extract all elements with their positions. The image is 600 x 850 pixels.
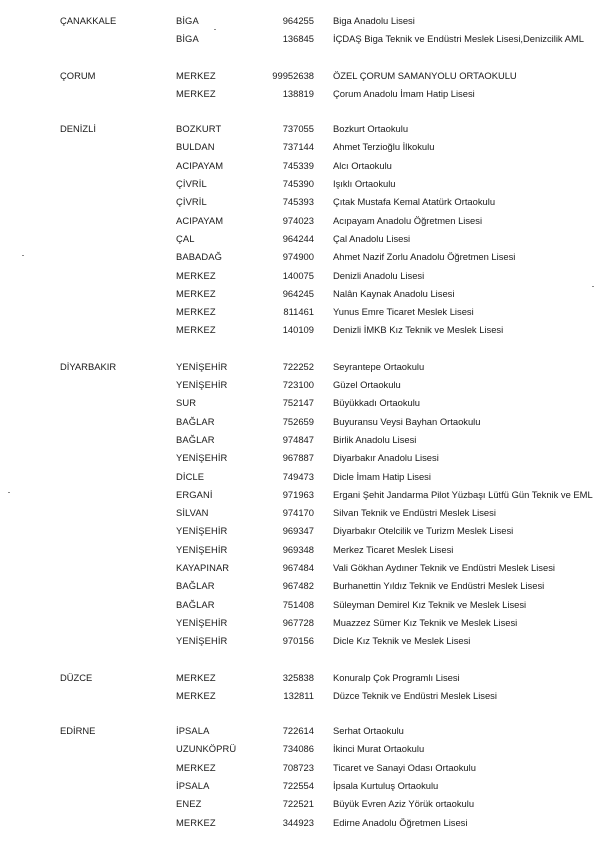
school-name: Güzel Ortaokulu bbox=[333, 379, 401, 391]
scan-speck bbox=[214, 29, 216, 30]
school-name: Ergani Şehit Jandarma Pilot Yüzbaşı Lütfü Gün Teknik ve EML bbox=[333, 488, 593, 500]
district-name: BAĞLAR bbox=[176, 415, 215, 427]
school-name: Ahmet Nazif Zorlu Anadolu Öğretmen Lisesi bbox=[333, 251, 516, 263]
table-row bbox=[0, 12, 600, 30]
school-name: Diyarbakır Otelcilik ve Turizm Meslek Lisesi bbox=[333, 525, 514, 537]
institution-code: 970156 bbox=[282, 635, 314, 647]
institution-code: 974170 bbox=[282, 507, 314, 519]
province-group-canakkale bbox=[0, 12, 600, 49]
district-name: YENİŞEHİR bbox=[176, 543, 228, 555]
institution-code: 964245 bbox=[282, 287, 314, 299]
school-name: Seyrantepe Ortaokulu bbox=[333, 360, 425, 372]
district-name: BİGA bbox=[176, 15, 199, 26]
table-row bbox=[0, 541, 600, 559]
district-name: BİGA bbox=[176, 33, 199, 45]
institution-code: 138819 bbox=[282, 87, 314, 99]
institution-code: 749473 bbox=[282, 470, 314, 482]
school-name: Düzce Teknik ve Endüstri Meslek Lisesi bbox=[333, 689, 497, 701]
school-name: Çıtak Mustafa Kemal Atatürk Ortaokulu bbox=[333, 196, 496, 208]
school-name: Dicle Kız Teknik ve Meslek Lisesi bbox=[333, 635, 471, 647]
school-name: Ticaret ve Sanayi Odası Ortaokulu bbox=[333, 761, 476, 773]
table-row bbox=[0, 138, 600, 156]
district-name: MERKEZ bbox=[176, 269, 216, 281]
district-name: BAĞLAR bbox=[176, 598, 215, 610]
district-name: MERKEZ bbox=[176, 671, 216, 683]
table-row bbox=[0, 431, 600, 449]
institution-code: 811461 bbox=[283, 306, 314, 318]
district-name: MERKEZ bbox=[176, 761, 216, 773]
institution-code: 969347 bbox=[282, 525, 314, 537]
institution-code: 752659 bbox=[282, 415, 314, 427]
scan-speck bbox=[8, 492, 10, 493]
province-group-diyarbakir bbox=[0, 358, 600, 651]
group-spacer bbox=[0, 49, 600, 67]
province-name: EDİRNE bbox=[60, 725, 96, 737]
school-name: Nalân Kaynak Anadolu Lisesi bbox=[333, 287, 455, 299]
institution-code: 737055 bbox=[282, 123, 314, 135]
institution-code: 325838 bbox=[282, 671, 314, 683]
table-row bbox=[0, 468, 600, 486]
table-row bbox=[0, 722, 600, 740]
school-name: Buyuransu Veysi Bayhan Ortaokulu bbox=[333, 415, 481, 427]
district-name: BULDAN bbox=[176, 141, 215, 153]
table-row bbox=[0, 67, 600, 85]
table-row bbox=[0, 449, 600, 467]
table-row bbox=[0, 596, 600, 614]
table-row bbox=[0, 267, 600, 285]
province-name: DENİZLİ bbox=[60, 123, 96, 135]
school-name: Burhanettin Yıldız Teknik ve Endüstri Meslek Lisesi bbox=[333, 580, 545, 592]
district-name: MERKEZ bbox=[176, 816, 216, 828]
school-name: Dicle İmam Hatip Lisesi bbox=[333, 470, 431, 482]
table-row bbox=[0, 559, 600, 577]
institution-code: 752147 bbox=[282, 397, 314, 409]
province-group-duzce bbox=[0, 669, 600, 706]
table-row bbox=[0, 687, 600, 705]
table-row bbox=[0, 376, 600, 394]
school-name: Büyükkadı Ortaokulu bbox=[333, 397, 421, 409]
group-spacer bbox=[0, 103, 600, 120]
school-name: İÇDAŞ Biga Teknik ve Endüstri Meslek Lisesi,Denizcilik AML bbox=[333, 33, 584, 45]
institution-code: 971963 bbox=[282, 488, 314, 500]
province-name: DİYARBAKIR bbox=[60, 360, 117, 372]
school-name: Biga Anadolu Lisesi bbox=[333, 15, 415, 26]
school-name: Çal Anadolu Lisesi bbox=[333, 232, 411, 244]
district-name: KAYAPINAR bbox=[176, 562, 230, 574]
district-name: ÇİVRİL bbox=[176, 196, 207, 208]
school-name: Süleyman Demirel Kız Teknik ve Meslek Lisesi bbox=[333, 598, 527, 610]
district-name: SUR bbox=[176, 397, 197, 409]
district-name: İPSALA bbox=[176, 779, 210, 791]
institution-code: 964244 bbox=[282, 232, 314, 244]
institution-code: 964255 bbox=[282, 15, 314, 26]
institution-code: 140109 bbox=[282, 324, 314, 336]
school-name: Konuralp Çok Programlı Lisesi bbox=[333, 671, 460, 683]
district-name: ÇİVRİL bbox=[176, 178, 207, 190]
institution-code: 745393 bbox=[282, 196, 314, 208]
school-name: Işıklı Ortaokulu bbox=[333, 178, 396, 190]
province-group-corum bbox=[0, 67, 600, 104]
institution-code: 969348 bbox=[282, 543, 314, 555]
table-row bbox=[0, 522, 600, 540]
district-name: MERKEZ bbox=[176, 87, 216, 99]
institution-code: 722252 bbox=[282, 360, 314, 372]
school-name: Diyarbakır Anadolu Lisesi bbox=[333, 452, 439, 464]
group-spacer bbox=[0, 340, 600, 358]
district-name: BOZKURT bbox=[176, 123, 222, 135]
table-row bbox=[0, 486, 600, 504]
district-name: UZUNKÖPRÜ bbox=[176, 743, 237, 755]
table-row bbox=[0, 157, 600, 175]
table-row bbox=[0, 120, 600, 138]
school-name: İpsala Kurtuluş Ortaokulu bbox=[333, 779, 439, 791]
table-row bbox=[0, 504, 600, 522]
district-name: İPSALA bbox=[176, 725, 210, 737]
institution-code: 722554 bbox=[282, 779, 314, 791]
table-row bbox=[0, 814, 600, 832]
district-name: YENİŞEHİR bbox=[176, 525, 228, 537]
institution-code: 745390 bbox=[282, 178, 314, 190]
school-name: Muazzez Sümer Kız Teknik ve Meslek Lisesi bbox=[333, 616, 518, 628]
table-row bbox=[0, 193, 600, 211]
institution-code: 967728 bbox=[282, 616, 314, 628]
district-name: YENİŞEHİR bbox=[176, 635, 228, 647]
institution-code: 723100 bbox=[282, 379, 314, 391]
institution-code: 722614 bbox=[282, 725, 314, 737]
school-name: Alcı Ortaokulu bbox=[333, 159, 392, 171]
table-row bbox=[0, 285, 600, 303]
table-row bbox=[0, 577, 600, 595]
institution-code: 140075 bbox=[282, 269, 314, 281]
school-name: Denizli İMKB Kız Teknik ve Meslek Lisesi bbox=[333, 324, 504, 336]
school-name: Birlik Anadolu Lisesi bbox=[333, 433, 417, 445]
district-name: YENİŞEHİR bbox=[176, 360, 228, 372]
table-row bbox=[0, 795, 600, 813]
school-name: Denizli Anadolu Lisesi bbox=[333, 269, 425, 281]
district-name: ACIPAYAM bbox=[176, 159, 224, 171]
table-row bbox=[0, 230, 600, 248]
school-name: Silvan Teknik ve Endüstri Meslek Lisesi bbox=[333, 507, 496, 519]
school-name: Bozkurt Ortaokulu bbox=[333, 123, 409, 135]
school-name: Serhat Ortaokulu bbox=[333, 725, 404, 737]
district-name: MERKEZ bbox=[176, 287, 216, 299]
institution-code: 722521 bbox=[282, 798, 314, 810]
table-row bbox=[0, 30, 600, 48]
school-name: Ahmet Terzioğlu İlkokulu bbox=[333, 141, 435, 153]
province-name: ÇANAKKALE bbox=[60, 15, 117, 26]
table-row bbox=[0, 212, 600, 230]
institution-code: 967887 bbox=[282, 452, 314, 464]
province-group-denizli bbox=[0, 120, 600, 340]
district-name: DİCLE bbox=[176, 470, 205, 482]
institution-code: 136845 bbox=[282, 33, 314, 45]
table-row bbox=[0, 740, 600, 758]
table-row bbox=[0, 632, 600, 650]
school-name: Yunus Emre Ticaret Meslek Lisesi bbox=[333, 306, 474, 318]
institution-code: 967484 bbox=[282, 562, 314, 574]
district-name: MERKEZ bbox=[176, 69, 216, 81]
province-group-edirne bbox=[0, 722, 600, 832]
institution-code: 99952638 bbox=[272, 69, 314, 81]
group-spacer bbox=[0, 651, 600, 669]
province-name: ÇORUM bbox=[60, 69, 96, 81]
table-row bbox=[0, 777, 600, 795]
district-name: MERKEZ bbox=[176, 324, 216, 336]
table-row bbox=[0, 175, 600, 193]
district-name: ACIPAYAM bbox=[176, 214, 224, 226]
school-list-document bbox=[0, 12, 600, 832]
institution-code: 974900 bbox=[282, 251, 314, 263]
table-row bbox=[0, 85, 600, 103]
school-name: Büyük Evren Aziz Yörük ortaokulu bbox=[333, 798, 475, 810]
table-row bbox=[0, 248, 600, 266]
school-name: Çorum Anadolu İmam Hatip Lisesi bbox=[333, 87, 475, 99]
table-row bbox=[0, 358, 600, 376]
school-name: Merkez Ticaret Meslek Lisesi bbox=[333, 543, 454, 555]
district-name: BABADAĞ bbox=[176, 251, 223, 263]
district-name: YENİŞEHİR bbox=[176, 452, 228, 464]
institution-code: 708723 bbox=[282, 761, 314, 773]
district-name: YENİŞEHİR bbox=[176, 379, 228, 391]
district-name: BAĞLAR bbox=[176, 433, 215, 445]
school-name: İkinci Murat Ortaokulu bbox=[333, 743, 425, 755]
district-name: ERGANİ bbox=[176, 488, 213, 500]
district-name: YENİŞEHİR bbox=[176, 616, 228, 628]
table-row bbox=[0, 303, 600, 321]
scan-speck bbox=[592, 286, 594, 287]
table-row bbox=[0, 413, 600, 431]
institution-code: 132811 bbox=[283, 689, 314, 701]
institution-code: 974023 bbox=[282, 214, 314, 226]
school-name: Edirne Anadolu Öğretmen Lisesi bbox=[333, 816, 468, 828]
district-name: MERKEZ bbox=[176, 689, 216, 701]
school-name: Acıpayam Anadolu Öğretmen Lisesi bbox=[333, 214, 483, 226]
group-spacer bbox=[0, 705, 600, 722]
province-name: DÜZCE bbox=[60, 671, 93, 683]
district-name: MERKEZ bbox=[176, 306, 216, 318]
table-row bbox=[0, 321, 600, 339]
institution-code: 967482 bbox=[282, 580, 314, 592]
district-name: ÇAL bbox=[176, 232, 195, 244]
table-row bbox=[0, 759, 600, 777]
table-row bbox=[0, 669, 600, 687]
institution-code: 745339 bbox=[282, 159, 314, 171]
institution-code: 734086 bbox=[282, 743, 314, 755]
table-row bbox=[0, 394, 600, 412]
school-name: Vali Gökhan Aydıner Teknik ve Endüstri Meslek Lisesi bbox=[333, 562, 555, 574]
district-name: BAĞLAR bbox=[176, 580, 215, 592]
district-name: ENEZ bbox=[176, 798, 202, 810]
institution-code: 974847 bbox=[282, 433, 314, 445]
scan-speck bbox=[22, 255, 24, 256]
institution-code: 344923 bbox=[282, 816, 314, 828]
institution-code: 751408 bbox=[282, 598, 314, 610]
institution-code: 737144 bbox=[282, 141, 314, 153]
table-row bbox=[0, 614, 600, 632]
district-name: SİLVAN bbox=[176, 507, 209, 519]
school-name: ÖZEL ÇORUM SAMANYOLU ORTAOKULU bbox=[333, 69, 517, 81]
